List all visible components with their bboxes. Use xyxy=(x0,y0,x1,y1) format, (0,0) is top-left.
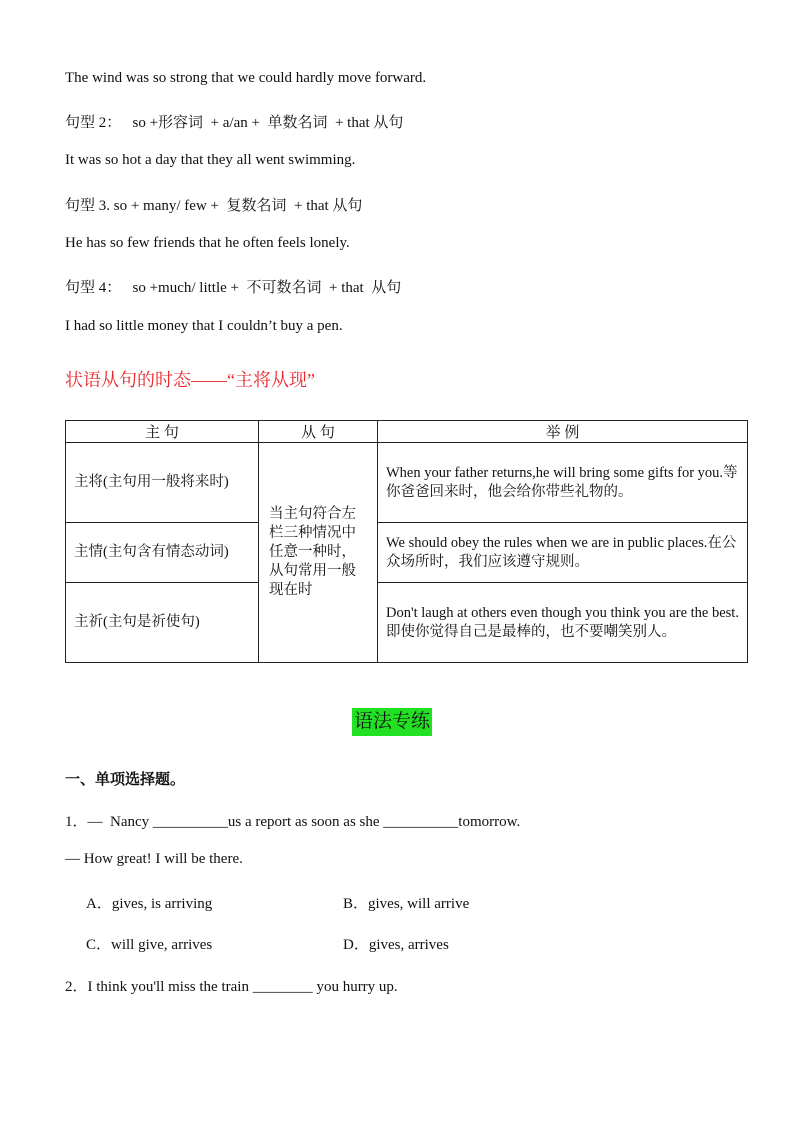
tense-heading: 状语从句的时态——“主将从现” xyxy=(65,370,315,390)
table-row xyxy=(66,443,748,523)
pattern-2: 句型 2： so +形容词 + a/an + 单数名词 + that 从句 xyxy=(65,115,404,131)
header-sub-clause: 从 句 xyxy=(259,421,378,443)
option-b[interactable]: B．gives, will arrive xyxy=(343,896,470,912)
example-cell: Don't laugh at others even though you think you are the best.即使你觉得自己是最棒的，也不要嘲笑别人。 xyxy=(378,583,748,663)
header-main-clause: 主 句 xyxy=(66,421,259,443)
main-clause-cell: 主祈(主句是祈使句) xyxy=(66,583,259,663)
option-d[interactable]: D．gives, arrives xyxy=(343,937,449,953)
table-row xyxy=(66,523,748,583)
tense-table xyxy=(65,420,748,663)
option-c[interactable]: C．will give, arrives xyxy=(86,937,213,953)
example-cell: When your father returns,he will bring some gifts for you.等你爸爸回来时，他会给你带些礼物的。 xyxy=(378,443,748,523)
practice-title: 语法专练 xyxy=(352,708,432,736)
header-example: 举 例 xyxy=(378,421,748,443)
example-sentence-3: He has so few friends that he often feels lonely. xyxy=(65,235,350,251)
example-sentence-2: It was so hot a day that they all went swimming. xyxy=(65,152,356,168)
clause-note-cell: 当主句符合左栏三种情况中任意一种时，从句常用一般现在时 xyxy=(259,443,378,663)
pattern-4: 句型 4： so +much/ little + 不可数名词 + that 从句 xyxy=(65,280,402,296)
table-header-row xyxy=(66,421,748,443)
option-a[interactable]: A．gives, is arriving xyxy=(86,896,213,912)
example-sentence-1: The wind was so strong that we could hardly move forward. xyxy=(65,70,427,86)
table-row xyxy=(66,583,748,663)
question-1-stem: 1．— Nancy __________us a report as soon as she __________tomorrow. xyxy=(65,814,521,830)
example-sentence-4: I had so little money that I couldn’t buy a pen. xyxy=(65,318,343,334)
main-clause-cell: 主将(主句用一般将来时) xyxy=(66,443,259,523)
section-heading: 一、单项选择题。 xyxy=(65,770,186,788)
question-1-reply: — How great! I will be there. xyxy=(65,851,243,867)
question-2-stem: 2．I think you'll miss the train ________ you hurry up. xyxy=(65,979,398,995)
example-cell: We should obey the rules when we are in public places.在公众场所时，我们应该遵守规则。 xyxy=(378,523,748,583)
main-clause-cell: 主情(主句含有情态动词) xyxy=(66,523,259,583)
pattern-3: 句型 3. so + many/ few + 复数名词 + that 从句 xyxy=(65,198,363,214)
